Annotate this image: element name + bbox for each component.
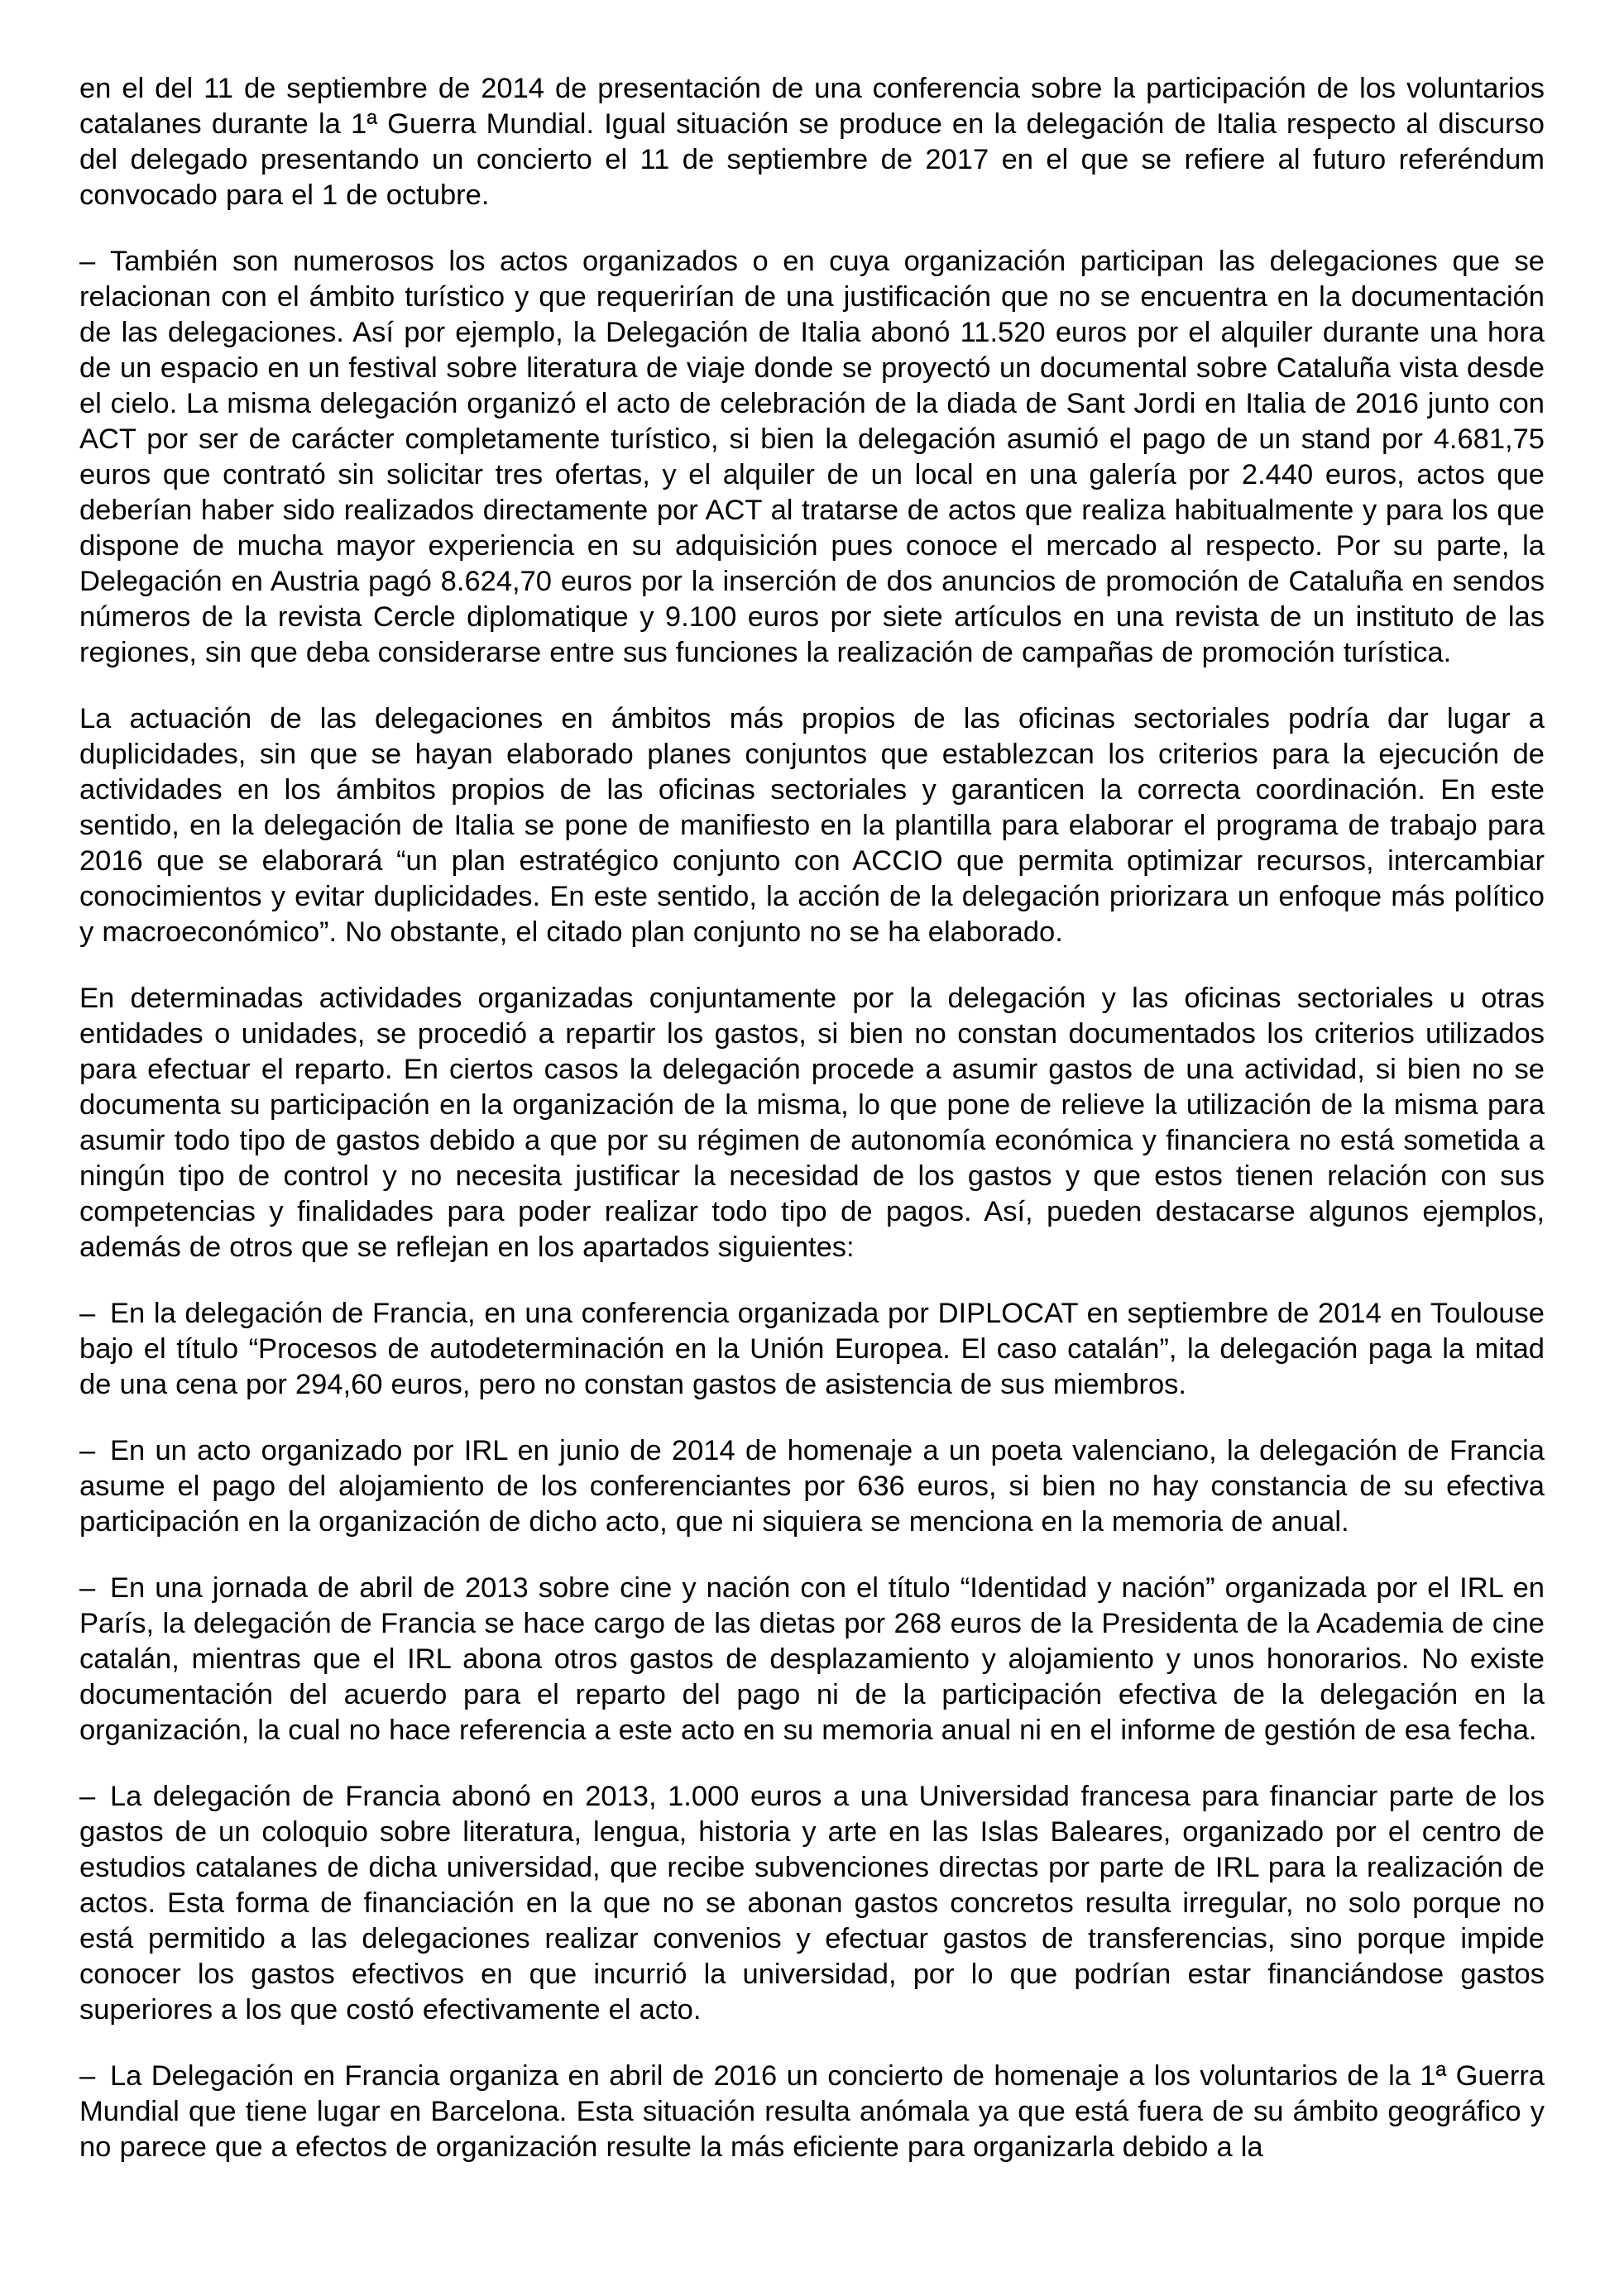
bullet-dash: – xyxy=(79,246,96,277)
bullet-dash: – xyxy=(79,2060,96,2092)
bullet-paragraph-concert-barcelona xyxy=(79,2059,1545,2165)
paragraph-text: en el del 11 de septiembre de 2014 de presentación de una conferencia sobre la participación de los voluntarios catalanes durante la 1ª Guerra Mundial. Igual situación se produce en la delegación de Italia respecto al discurso del delegado presentando un concierto el 11 de septiembre de 2017 en el que se refiere al futuro referéndum convocado para el 1 de octubre. xyxy=(79,73,1545,211)
bullet-paragraph-tourism-acts xyxy=(79,244,1545,671)
bullet-paragraph-irl-poet-homage xyxy=(79,1433,1545,1540)
paragraph-text: En determinadas actividades organizadas conjuntamente por la delegación y las oficinas sectoriales u otras entidades o unidades, se procedió a repartir los gastos, si bien no constan documentados los criterios utilizados para efectuar el reparto. En ciertos casos la delegación procede a asumir gastos de una actividad, si bien no se documenta su participación en la organización de la misma, lo que pone de relieve la utilización de la misma para asumir todo tipo de gastos debido a que por su régimen de autonomía económica y financiera no está sometida a ningún tipo de control y no necesita justificar la necesidad de los gastos y que estos tienen relación con sus competencias y finalidades para poder realizar todo tipo de pagos. Así, pueden destacarse algunos ejemplos, además de otros que se reflejan en los apartados siguientes: xyxy=(79,983,1545,1263)
bullet-dash: – xyxy=(79,1781,96,1812)
bullet-paragraph-cinema-conference xyxy=(79,1571,1545,1748)
bullet-dash: – xyxy=(79,1435,96,1466)
bullet-dash: – xyxy=(79,1572,96,1604)
bullet-paragraph-diplocat-conference xyxy=(79,1296,1545,1403)
paragraph-continuation xyxy=(79,71,1545,213)
bullet-paragraph-university-funding xyxy=(79,1779,1545,2028)
paragraph-text: La Delegación en Francia organiza en abril de 2016 un concierto de homenaje a los voluntarios de la 1ª Guerra Mundial que tiene lugar en Barcelona. Esta situación resulta anómala ya que está fuera de su ámbito geográfico y no parece que a efectos de organización resulte la más eficiente para organizarla debido a la xyxy=(79,2060,1545,2163)
bullet-dash: – xyxy=(79,1298,96,1329)
paragraph-text: En la delegación de Francia, en una conferencia organizada por DIPLOCAT en septiembre de 2014 en Toulouse bajo el título “Procesos de autodeterminación en la Unión Europea. El caso catalán”, la delegación paga la mitad de una cena por 294,60 euros, pero no constan gastos de asistencia de sus miembros. xyxy=(79,1298,1545,1400)
paragraph-text: En una jornada de abril de 2013 sobre cine y nación con el título “Identidad y nación” organizada por el IRL en París, la delegación de Francia se hace cargo de las dietas por 268 euros de la Presidenta de la Academia de cine catalán, mientras que el IRL abona otros gastos de desplazamiento y alojamiento y unos honorarios. No existe documentación del acuerdo para el reparto del pago ni de la participación efectiva de la delegación en la organización, la cual no hace referencia a este acto en su memoria anual ni en el informe de gestión de esa fecha. xyxy=(79,1572,1545,1746)
paragraph-text: En un acto organizado por IRL en junio de 2014 de homenaje a un poeta valenciano, la delegación de Francia asume el pago del alojamiento de los conferenciantes por 636 euros, si bien no hay constancia de su efectiva participación en la organización de dicho acto, que ni siquiera se menciona en la memoria de anual. xyxy=(79,1435,1545,1538)
paragraph-sector-offices xyxy=(79,701,1545,950)
paragraph-text: También son numerosos los actos organizados o en cuya organización participan las delegaciones que se relacionan con el ámbito turístico y que requerirían de una justificación que no se encuentra en la documentación de las delegaciones. Así por ejemplo, la Delegación de Italia abonó 11.520 euros por el alquiler durante una hora de un espacio en un festival sobre literatura de viaje donde se proyectó un documental sobre Cataluña vista desde el cielo. La misma delegación organizó el acto de celebración de la diada de Sant Jordi en Italia de 2016 junto con ACT por ser de carácter completamente turístico, si bien la delegación asumió el pago de un stand por 4.681,75 euros que contrató sin solicitar tres ofertas, y el alquiler de un local en una galería por 2.440 euros, actos que deberían haber sido realizados directamente por ACT al tratarse de actos que realiza habitualmente y para los que dispone de mucha mayor experiencia en su adquisición pues conoce el mercado al respecto. Por su parte, la Delegación en Austria pagó 8.624,70 euros por la inserción de dos anuncios de promoción de Cataluña en sendos números de la revista Cercle diplomatique y 9.100 euros por siete artículos en una revista de un instituto de las regiones, sin que deba considerarse entre sus funciones la realización de campañas de promoción turística. xyxy=(79,246,1545,668)
paragraph-text: La delegación de Francia abonó en 2013, 1.000 euros a una Universidad francesa para financiar parte de los gastos de un coloquio sobre literatura, lengua, historia y arte en las Islas Baleares, organizado por el centro de estudios catalanes de dicha universidad, que recibe subvenciones directas por parte de IRL para la realización de actos. Esta forma de financiación en la que no se abonan gastos concretos resulta irregular, no solo porque no está permitido a las delegaciones realizar convenios y efectuar gastos de transferencias, sino porque impide conocer los gastos efectivos en que incurrió la universidad, por lo que podrían estar financiándose gastos superiores a los que costó efectivamente el acto. xyxy=(79,1781,1545,2026)
paragraph-text: La actuación de las delegaciones en ámbitos más propios de las oficinas sectoriales podría dar lugar a duplicidades, sin que se hayan elaborado planes conjuntos que establezcan los criterios para la ejecución de actividades en los ámbitos propios de las oficinas sectoriales y garanticen la correcta coordinación. En este sentido, en la delegación de Italia se pone de manifiesto en la plantilla para elaborar el programa de trabajo para 2016 que se elaborará “un plan estratégico conjunto con ACCIO que permita optimizar recursos, intercambiar conocimientos y evitar duplicidades. En este sentido, la acción de la delegación priorizara un enfoque más político y macroeconómico”. No obstante, el citado plan conjunto no se ha elaborado. xyxy=(79,703,1545,948)
paragraph-joint-activities xyxy=(79,981,1545,1265)
